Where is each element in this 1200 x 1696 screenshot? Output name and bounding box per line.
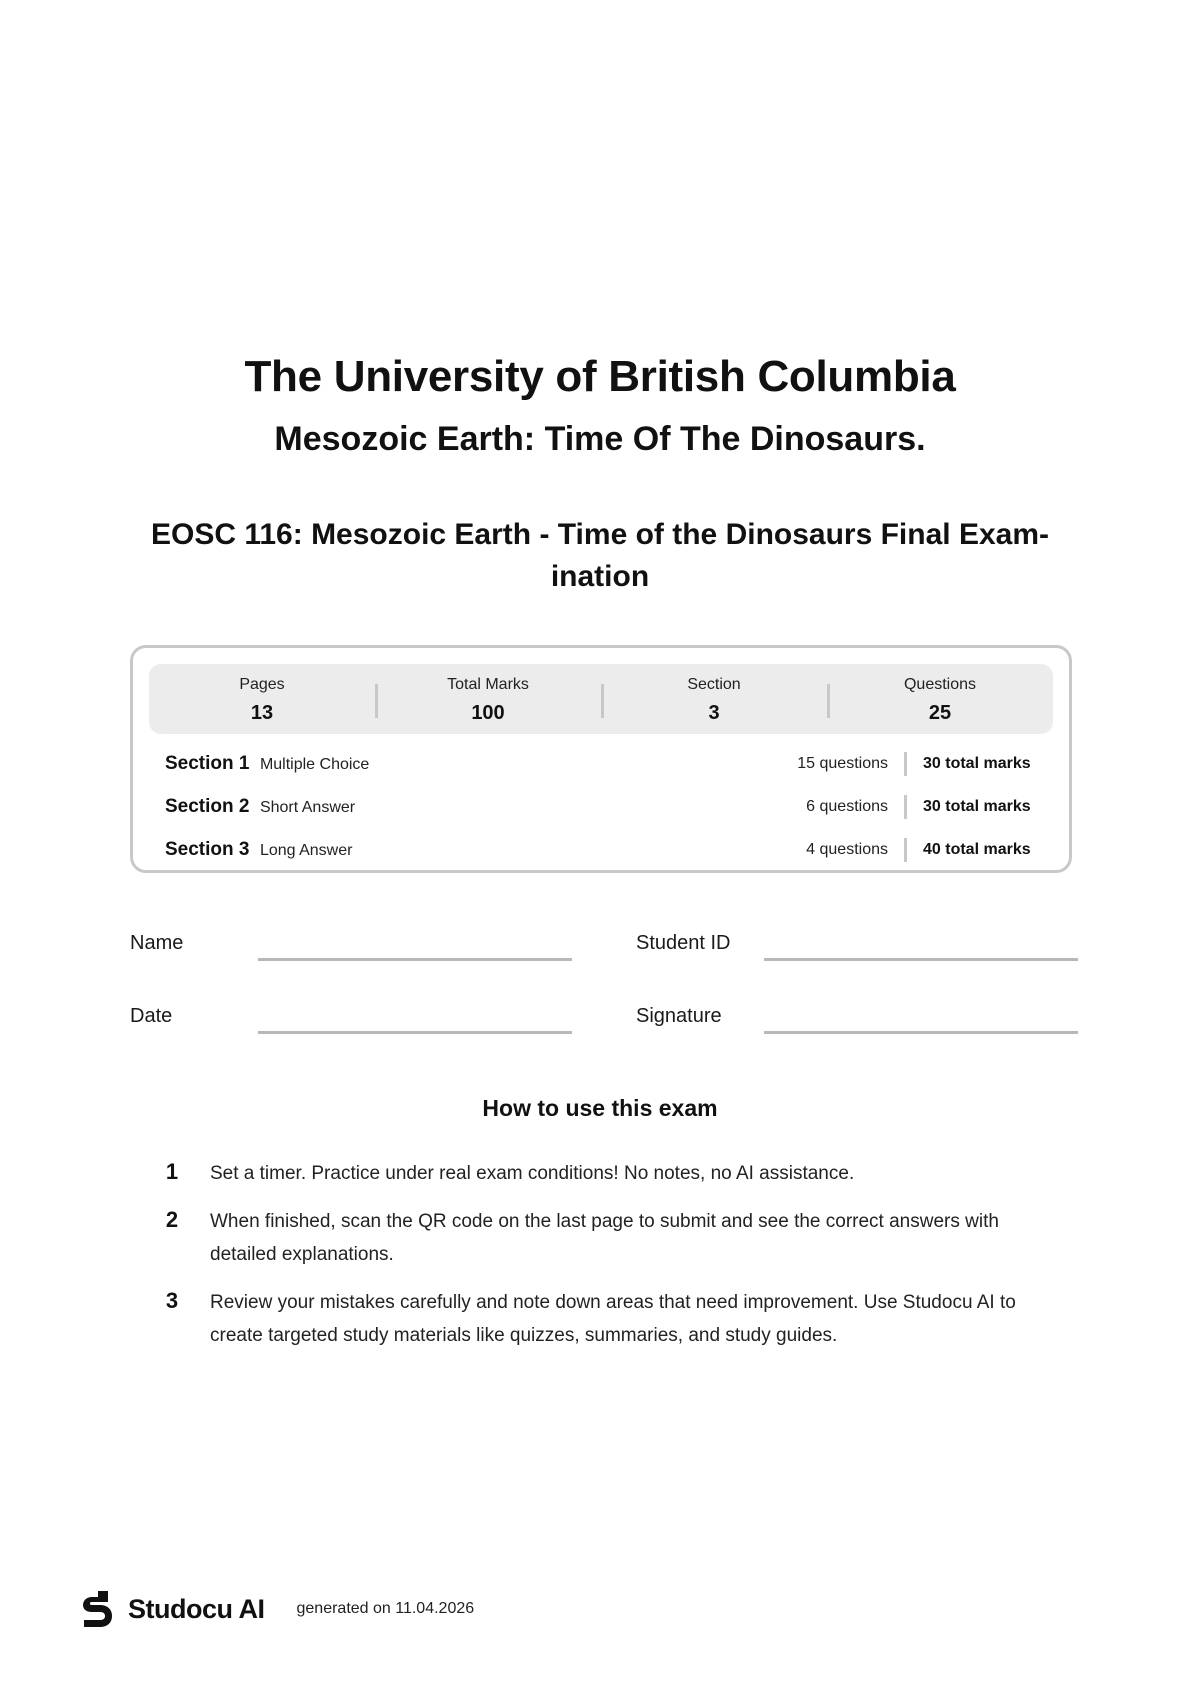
- section-questions: 6 questions: [806, 795, 907, 819]
- section-marks: 30 total marks: [923, 798, 1031, 815]
- stat-label: Total Marks: [447, 676, 529, 693]
- step-number: 2: [165, 1207, 179, 1232]
- university-title: The University of British Columbia: [244, 352, 956, 401]
- stat-total-marks: [375, 664, 601, 734]
- student-id-field[interactable]: [636, 928, 1078, 968]
- section-questions: 4 questions: [806, 838, 907, 862]
- howto-title: How to use this exam: [482, 1095, 718, 1121]
- section-meta: [797, 749, 1035, 779]
- section-row-2: [165, 792, 1035, 822]
- section-questions: 15 questions: [797, 752, 907, 776]
- section-name: Section 2: [165, 796, 250, 817]
- student-id-line[interactable]: [764, 958, 1078, 961]
- section-name: Section 1: [165, 753, 250, 774]
- section-name: Section 3: [165, 839, 250, 860]
- step-number: 1: [165, 1159, 179, 1184]
- step-text: Review your mistakes carefully and note down areas that need improvement. Use Studocu AI to create targeted study materials like quizzes, summaries, and study guides.: [210, 1292, 1016, 1346]
- date-line[interactable]: [258, 1031, 572, 1034]
- exam-title: EOSC 116: Mesozoic Earth - Time of the Dinosaurs Final Exam-ination: [150, 518, 1049, 593]
- signature-label: Signature: [636, 1005, 722, 1027]
- stats-bar: [149, 664, 1053, 734]
- stat-value: 3: [708, 702, 720, 724]
- stat-value: 25: [928, 702, 952, 724]
- section-type: Long Answer: [259, 842, 353, 859]
- section-marks: 40 total marks: [923, 841, 1031, 858]
- section-marks: 30 total marks: [923, 755, 1031, 772]
- stat-label: Questions: [903, 676, 977, 693]
- section-type: Multiple Choice: [259, 756, 370, 773]
- generated-date: generated on 11.04.2026: [296, 1600, 475, 1617]
- stat-label: Section: [687, 676, 741, 693]
- step-text: Set a timer. Practice under real exam conditions! No notes, no AI assistance.: [210, 1163, 855, 1184]
- date-field[interactable]: [130, 1001, 572, 1041]
- section-row-3: [165, 835, 1035, 865]
- name-field[interactable]: [130, 928, 572, 968]
- section-row-1: [165, 749, 1035, 779]
- section-meta: [806, 835, 1035, 865]
- section-type: Short Answer: [259, 799, 356, 816]
- step-number: 3: [165, 1288, 179, 1313]
- stat-value: 13: [250, 702, 274, 724]
- stat-section: [601, 664, 827, 734]
- stat-questions: [827, 664, 1053, 734]
- name-line[interactable]: [258, 958, 572, 961]
- stat-value: 100: [471, 702, 505, 724]
- step-text: When finished, scan the QR code on the last page to submit and see the correct answers with detailed explanations.: [210, 1211, 999, 1265]
- footer: [78, 1587, 474, 1631]
- name-label: Name: [130, 932, 184, 954]
- studocu-logo-icon: [78, 1589, 114, 1629]
- date-label: Date: [130, 1005, 173, 1027]
- signature-field[interactable]: [636, 1001, 1078, 1041]
- course-subtitle: Mesozoic Earth: Time Of The Dinosaurs.: [274, 420, 926, 458]
- section-meta: [806, 792, 1035, 822]
- student-id-label: Student ID: [636, 932, 731, 954]
- footer-brand: Studocu AI: [128, 1593, 265, 1624]
- signature-line[interactable]: [764, 1031, 1078, 1034]
- exam-summary-box: [130, 645, 1072, 873]
- stat-pages: [149, 664, 375, 734]
- stat-label: Pages: [239, 676, 285, 693]
